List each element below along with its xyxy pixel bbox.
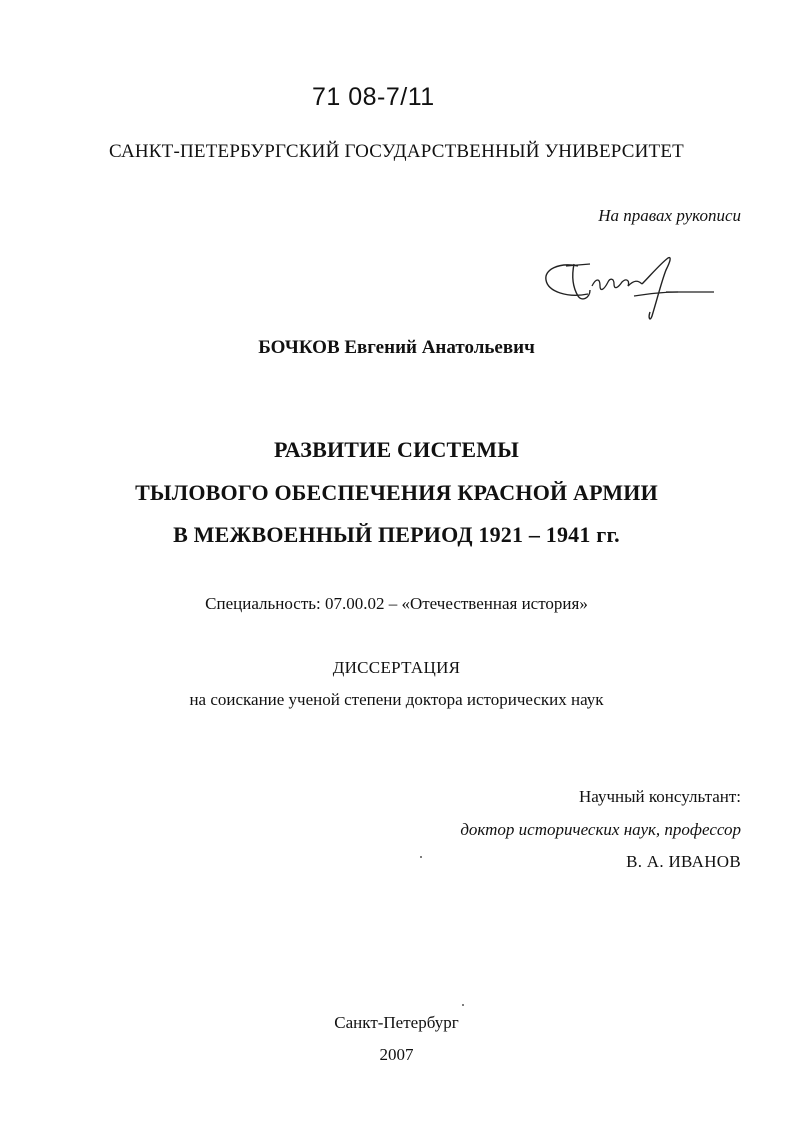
scan-speck — [462, 1004, 464, 1006]
advisor-title: доктор исторических наук, профессор — [460, 820, 741, 839]
author-signature — [538, 252, 716, 324]
specialty-line: Специальность: 07.00.02 – «Отечественная история» — [205, 594, 588, 613]
dissertation-title-line-3: В МЕЖВОЕННЫЙ ПЕРИОД 1921 – 1941 гг. — [173, 522, 620, 547]
author-name: БОЧКОВ Евгений Анатольевич — [258, 337, 535, 358]
advisor-name: В. А. ИВАНОВ — [626, 852, 741, 871]
publication-year: 2007 — [379, 1045, 414, 1064]
degree-description: на соискание ученой степени доктора исторических наук — [189, 690, 604, 709]
advisor-label: Научный консультант: — [579, 787, 741, 806]
document-type: ДИССЕРТАЦИЯ — [332, 658, 461, 677]
publication-city: Санкт-Петербург — [334, 1013, 459, 1032]
dissertation-title-line-1: РАЗВИТИЕ СИСТЕМЫ — [273, 437, 520, 462]
university-name: САНКТ-ПЕТЕРБУРГСКИЙ ГОСУДАРСТВЕННЫЙ УНИВЕРСИТЕТ — [109, 141, 684, 162]
scan-speck — [420, 856, 422, 858]
dissertation-title-line-2: ТЫЛОВОГО ОБЕСПЕЧЕНИЯ КРАСНОЙ АРМИИ — [135, 480, 658, 505]
manuscript-rights-note: На правах рукописи — [598, 206, 741, 225]
catalog-number: 71 08-7/11 — [312, 83, 435, 111]
